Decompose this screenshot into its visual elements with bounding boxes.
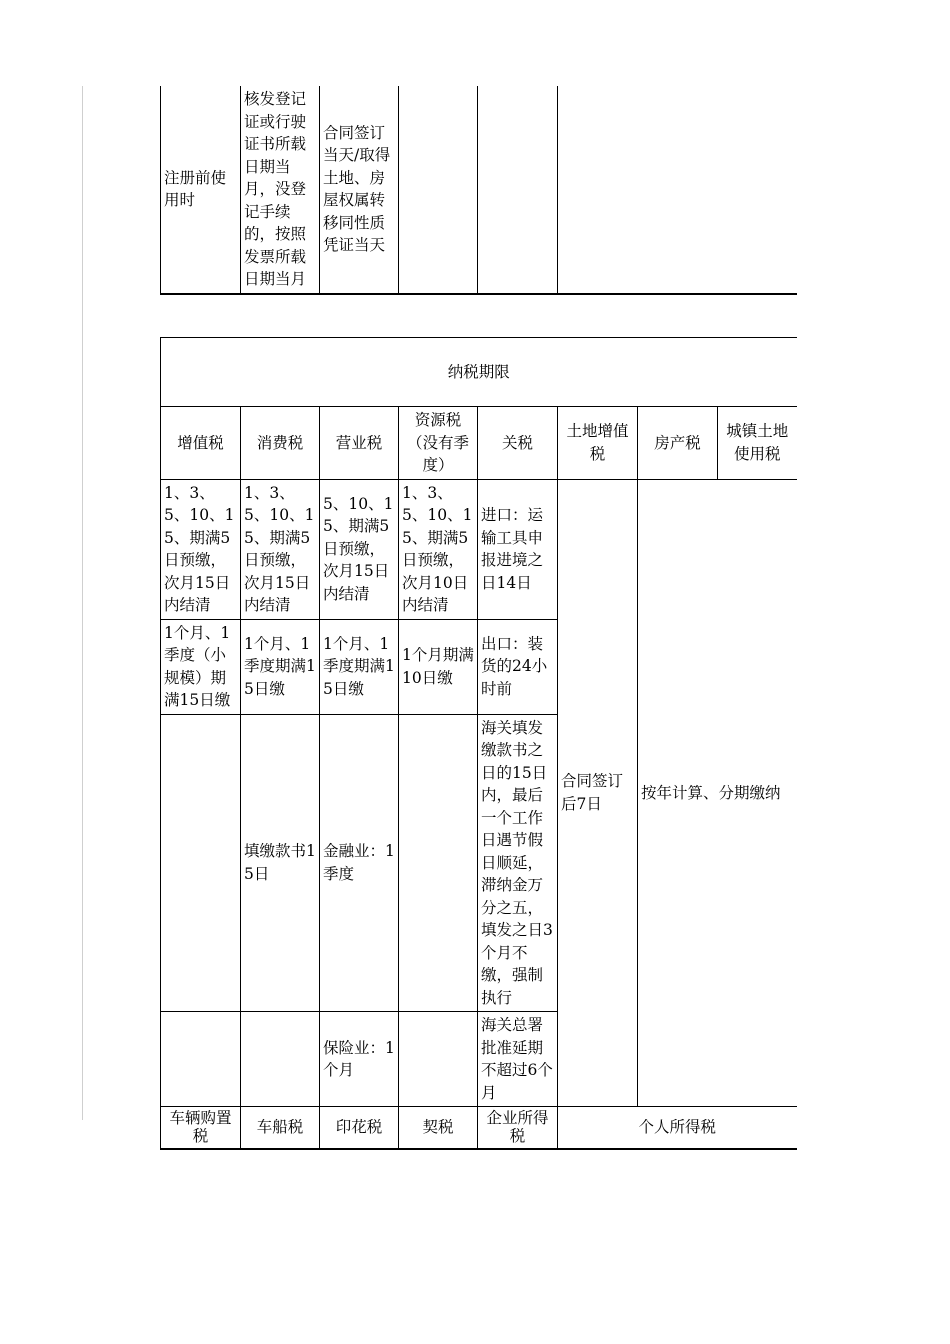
cell-empty	[161, 1012, 241, 1107]
header-vehicle-vessel-tax: 车船税	[241, 1107, 320, 1149]
cell-customs-extension: 海关总署批准延期不超过6个月	[478, 1012, 558, 1107]
cell-registration-date: 核发登记证或行驶证书所载日期当月，没登记手续的，按照发票所载日期当月	[241, 86, 320, 294]
cell-consumption-payment: 填缴款书15日	[241, 714, 320, 1012]
header-vehicle-purchase-tax: 车辆购置税	[161, 1107, 241, 1149]
cell-empty	[241, 1012, 320, 1107]
header-customs-duty: 关税	[478, 407, 558, 480]
cell-resource-monthly: 1个月期满10日缴	[399, 619, 478, 714]
cell-contract-date: 合同签订当天/取得土地、房屋权属转移同性质凭证当天	[320, 86, 399, 294]
cell-finance-industry: 金融业：1季度	[320, 714, 399, 1012]
header-deed-tax: 契税	[399, 1107, 478, 1149]
cell-empty	[161, 714, 241, 1012]
header-land-use-tax: 城镇土地使用税	[718, 407, 797, 480]
cell-business-period: 5、10、15、期满5日预缴，次月15日内结清	[320, 479, 399, 619]
tax-period-table	[160, 337, 797, 1150]
cell-registration-before-use: 注册前使用时	[161, 86, 241, 294]
cell-customs-payment: 海关填发缴款书之日的15日内，最后一个工作日遇节假日顺延，滞纳金万分之五，填发之日3个月不缴，强制执行	[478, 714, 558, 1012]
cell-resource-period: 1、3、5、10、15、期满5日预缴，次月10日内结清	[399, 479, 478, 619]
table-title: 纳税期限	[161, 338, 797, 407]
header-corporate-income-tax: 企业所得税	[478, 1107, 558, 1149]
cell-consumption-monthly: 1个月、1季度期满15日缴	[241, 619, 320, 714]
cell-business-monthly: 1个月、1季度期满15日缴	[320, 619, 399, 714]
header-property-tax: 房产税	[638, 407, 718, 480]
cell-vat-monthly: 1个月、1季度（小规模）期满15日缴	[161, 619, 241, 714]
cell-property-period: 按年计算、分期缴纳	[638, 479, 797, 1107]
sheet-left-border	[82, 86, 83, 1120]
cell-customs-export: 出口：装货的24小时前	[478, 619, 558, 714]
header-business-tax: 营业税	[320, 407, 399, 480]
cell-consumption-period: 1、3、5、10、15、期满5日预缴，次月15日内结清	[241, 479, 320, 619]
title-row	[161, 338, 797, 407]
cell-empty	[558, 86, 797, 294]
header-consumption-tax: 消费税	[241, 407, 320, 480]
header-resource-tax: 资源税（没有季度）	[399, 407, 478, 480]
table-row	[161, 86, 797, 294]
cell-land-vat-period: 合同签订后7日	[558, 479, 638, 1107]
cell-empty	[478, 86, 558, 294]
header-personal-income-tax: 个人所得税	[558, 1107, 797, 1149]
cell-empty	[399, 714, 478, 1012]
cell-empty	[399, 1012, 478, 1107]
header-stamp-tax: 印花税	[320, 1107, 399, 1149]
header-land-vat: 土地增值税	[558, 407, 638, 480]
top-table-fragment	[160, 86, 797, 295]
header-row	[161, 407, 797, 480]
cell-vat-period: 1、3、5、10、15、期满5日预缴，次月15日内结清	[161, 479, 241, 619]
table-row	[161, 479, 797, 619]
cell-empty	[399, 86, 478, 294]
footer-header-row	[161, 1107, 797, 1149]
cell-insurance-industry: 保险业：1个月	[320, 1012, 399, 1107]
header-vat: 增值税	[161, 407, 241, 480]
cell-customs-import: 进口：运输工具申报进境之日14日	[478, 479, 558, 619]
